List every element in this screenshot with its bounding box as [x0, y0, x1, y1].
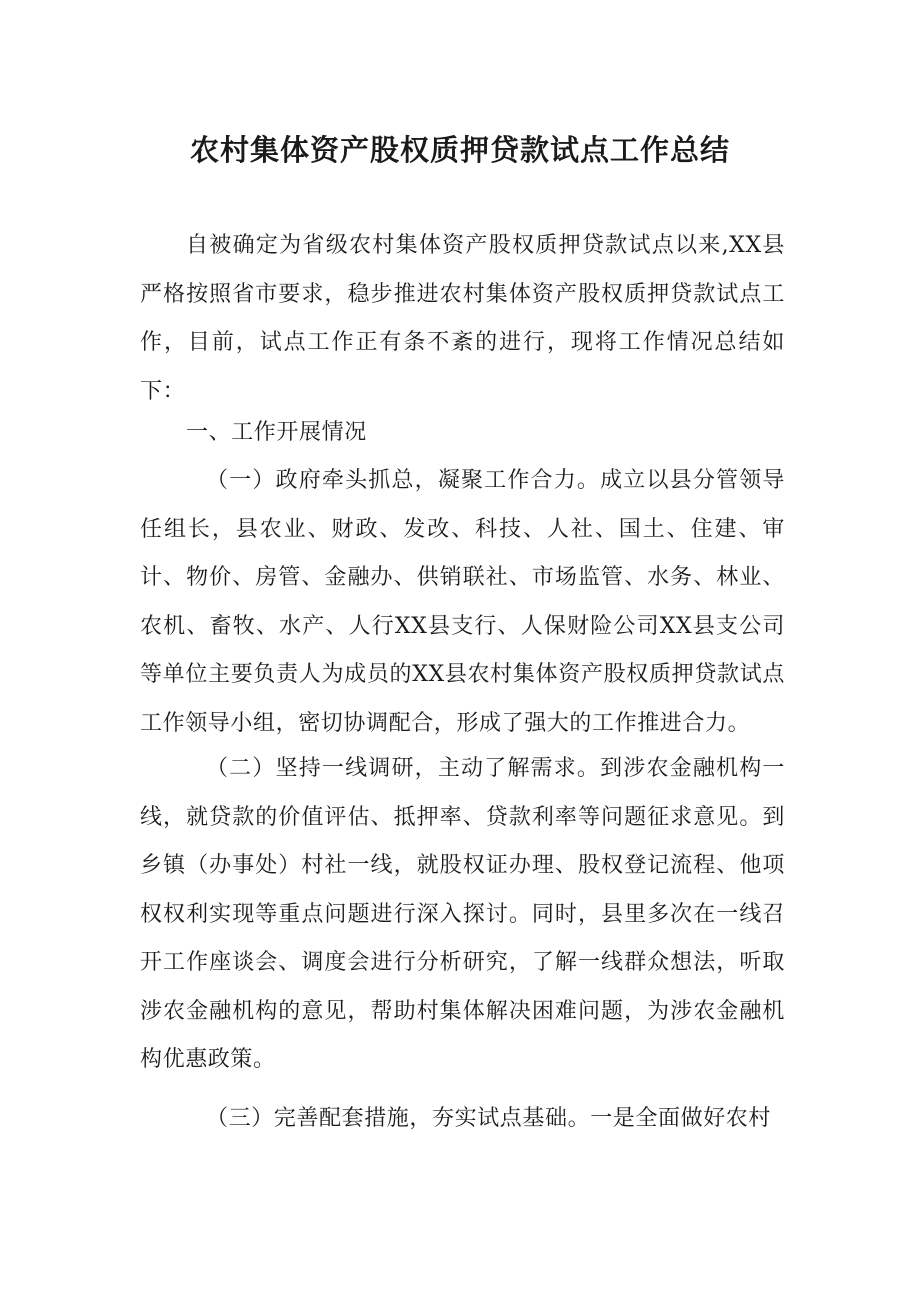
document-title: 农村集体资产股权质押贷款试点工作总结	[189, 133, 730, 167]
paragraph-1: （一）政府牵头抓总，凝聚工作合力。成立以县分管领导任组长，县农业、财政、发改、科技、人社、国土、住建、审计、物价、房管、金融办、供销联社、市场监管、水务、林业、农机、畜牧、水产、人行XX县支行、人保财险公司XX县支公司等单位主要负责人为成员的XX县农村集体资产股权质押贷款试点工作领导小组，密切协调配合，形成了强大的工作推进合力。	[140, 468, 785, 736]
paragraph-2: （二）坚持一线调研，主动了解需求。到涉农金融机构一线，就贷款的价值评估、抵押率、贷款利率等问题征求意见。到乡镇（办事处）村社一线，就股权证办理、股权登记流程、他项权权利实现等重点问题进行深入探讨。同时，县里多次在一线召开工作座谈会、调度会进行分析研究，了解一线群众想法，听取涉农金融机构的意见，帮助村集体解决困难问题，为涉农金融机构优惠政策。	[140, 756, 785, 1072]
intro-paragraph: 自被确定为省级农村集体资产股权质押贷款试点以来,XX县严格按照省市要求，稳步推进农村集体资产股权质押贷款试点工作，目前，试点工作正有条不紊的进行，现将工作情况总结如下：	[140, 233, 785, 404]
section-heading-1: 一、工作开展情况	[186, 420, 367, 445]
paragraph-3: （三）完善配套措施，夯实试点基础。一是全面做好农村	[206, 1106, 772, 1131]
